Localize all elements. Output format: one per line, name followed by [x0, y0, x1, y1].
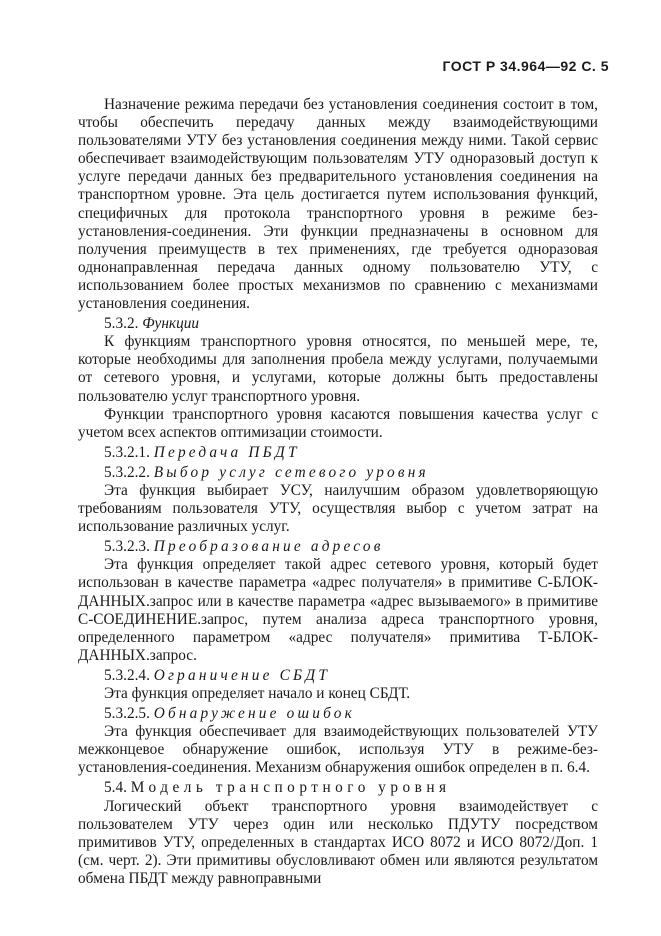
heading-5-3-2-4: [78, 667, 598, 685]
section-number: 5.3.2.3.: [104, 538, 150, 556]
paragraph-delimiting: Эта функция определяет начало и конец СБДТ.: [104, 685, 411, 702]
heading-5-3-2-3: [78, 538, 598, 556]
paragraph-quality: Функции транспортного уровня касаются повышения качества услуг с учетом всех аспектов оптимизации стоимости.: [78, 405, 598, 441]
section-number: 5.3.2.1.: [104, 443, 150, 461]
paragraph-purpose: Назначение режима передачи без установления соединения состоит в том, чтобы обеспечить передачу данных между взаимодействующими пользователями УТУ без установления соединения между ними. Такой сервис обеспечивает взаимодействующим пользователям УТУ одноразовый доступ к услуге передачи данных без предварительного установления соединения на транспортном уровне. Эта цель достигается путем использования функций, специфичных для протокола транспортного уровня в режиме без-установления-соединения. Эти функции предназначены в основном для получения преимуществ в тех применениях, где требуется одноразовая однонаправленная передача данных одному пользователю УТУ, с использованием более простых механизмов по сравнению с механизмами установления соединения.: [78, 96, 598, 313]
page-header: ГОСТ Р 34.964—92 С. 5: [442, 58, 609, 74]
paragraph-address-mapping: Эта функция определяет такой адрес сетевого уровня, который будет использован в качестве параметра «адрес получателя» в примитиве С-БЛОК-ДАННЫХ.запрос или в качестве параметра «адрес вызываемого» в примитиве С-СОЕДИНЕНИЕ.запрос, путем анализа адреса транспортного уровня, определенного параметром «адрес получателя» примитива Т-БЛОК-ДАННЫХ.запрос.: [78, 556, 598, 664]
heading-5-3-2-2: [78, 464, 598, 482]
paragraph-functions: К функциям транспортного уровня относятся, по меньшей мере, те, которые необходимы для заполнения пробела между услугами, получаемыми от сетевого уровня, и услугами, которые должны быть предоставлены пользователю услуг транспортного уровня.: [78, 333, 598, 405]
section-title: Преобразование адресов: [153, 538, 384, 556]
section-number: 5.4.: [104, 779, 127, 797]
section-number: 5.3.2.5.: [104, 705, 150, 723]
heading-5-3-2: [78, 315, 598, 333]
section-title: Модель транспортного уровня: [130, 779, 451, 797]
section-number: 5.3.2.2.: [104, 463, 150, 481]
heading-5-3-2-5: [78, 705, 598, 723]
paragraph-error-detection: Эта функция обеспечивает для взаимодействующих пользователей УТУ межконцевое обнаружение ошибок, используя УТУ в режиме-без-установления-соединения. Механизм обнаружения ошибок определен в п. 6.4.: [78, 723, 598, 777]
section-title: Ограничение СБДТ: [153, 666, 331, 684]
section-number: 5.3.2.: [104, 315, 139, 333]
section-title: Обнаружение ошибок: [153, 705, 355, 723]
section-title: Передача ПБДТ: [153, 443, 300, 461]
heading-5-4: [78, 779, 598, 797]
section-number: 5.3.2.4.: [104, 666, 150, 684]
document-body: [78, 96, 598, 888]
section-title: Функции: [142, 315, 200, 333]
section-title: Выбор услуг сетевого уровня: [153, 463, 429, 481]
paragraph-model: Логический объект транспортного уровня взаимодействует с пользователем УТУ через один или несколько ПДУТУ посредством примитивов УТУ, определенных в стандартах ИСО 8072 и ИСО 8072/Доп. 1 (см. черт. 2). Эти примитивы обусловливают обмен или являются результатом обмена ПБДТ между равноправными: [78, 797, 598, 887]
paragraph-network-selection: Эта функция выбирает УСУ, наилучшим образом удовлетворяющую требованиям пользователя УТУ, осуществляя выбор с учетом затрат на использование различных услуг.: [78, 481, 598, 536]
heading-5-3-2-1: [78, 444, 598, 462]
